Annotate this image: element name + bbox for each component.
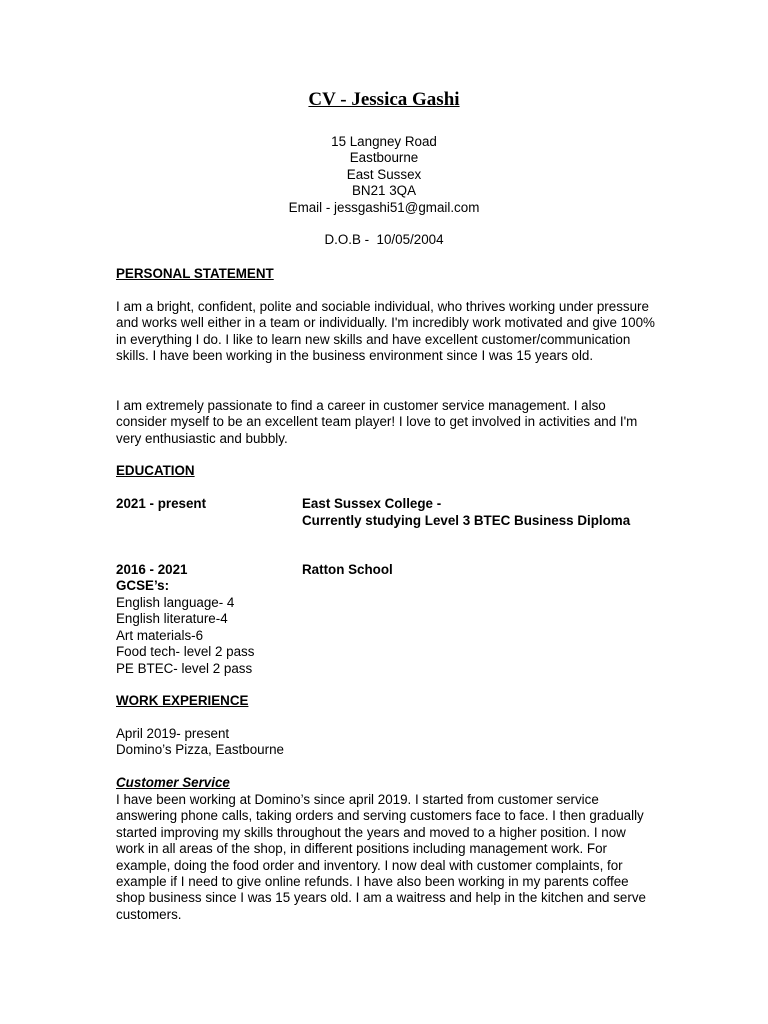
work-dates: April 2019- present [116, 726, 230, 741]
personal-statement-heading: PERSONAL STATEMENT [116, 266, 274, 281]
work-role-heading: Customer Service [116, 775, 230, 790]
gcse-grade-item: PE BTEC- level 2 pass [116, 660, 253, 676]
gcse-grade-item: English literature-4 [116, 611, 228, 627]
education-1-school: East Sussex College - [302, 496, 442, 511]
email-line: Email - jessgashi51@gmail.com [288, 199, 480, 215]
work-employer: Domino’s Pizza, Eastbourne [116, 742, 284, 757]
gcse-grade-item: Art materials-6 [116, 627, 204, 643]
gcse-grade-item: Food tech- level 2 pass [116, 644, 255, 660]
date-of-birth: D.O.B - 10/05/2004 [324, 232, 444, 247]
education-1-dates: 2021 - present [116, 496, 207, 511]
address-line-2: Eastbourne [349, 150, 419, 166]
work-experience-heading: WORK EXPERIENCE [116, 693, 249, 708]
personal-statement-paragraph-2: I am extremely passionate to find a career in customer service management. I also consider myself to be an excellent team player! I love to get involved in activities and I'm very enthusiastic and bubbly. [116, 398, 638, 446]
address-line-1: 15 Langney Road [331, 134, 437, 149]
gcse-grade-list [116, 595, 656, 677]
gcse-grade-item: English language- 4 [116, 595, 235, 610]
gcse-label: GCSE’s: [116, 578, 170, 593]
education-2-school: Ratton School [302, 562, 393, 577]
address-line-3: East Sussex [346, 166, 422, 182]
address-postcode: BN21 3QA [351, 183, 416, 199]
document-title: CV - Jessica Gashi [308, 89, 460, 110]
education-1-detail: Currently studying Level 3 BTEC Business Diploma [302, 513, 631, 528]
personal-statement-paragraph-1: I am a bright, confident, polite and sociable individual, who thrives working under pressure and works well either in a team or individually. I'm incredibly work motivated and give 100% in everything I do. I like to learn new skills and have excellent customer/communication skills. I have been working in the business environment since I was 15 years old. [116, 299, 655, 364]
education-heading: EDUCATION [116, 463, 195, 478]
work-description: I have been working at Domino’s since april 2019. I started from customer service answering phone calls, taking orders and serving customers face to face. I then gradually started improving my skills throughout the years and moved to a higher position. I now work in all areas of the shop, in different positions including management work. For example, doing the food order and inventory. I now deal with customer complaints, for example if I need to give online refunds. I have also been working in my parents coffee shop business since I was 15 years old. I am a waitress and help in the kitchen and serve customers. [116, 792, 646, 922]
education-2-dates: 2016 - 2021 [116, 562, 188, 577]
address-block [0, 134, 768, 216]
